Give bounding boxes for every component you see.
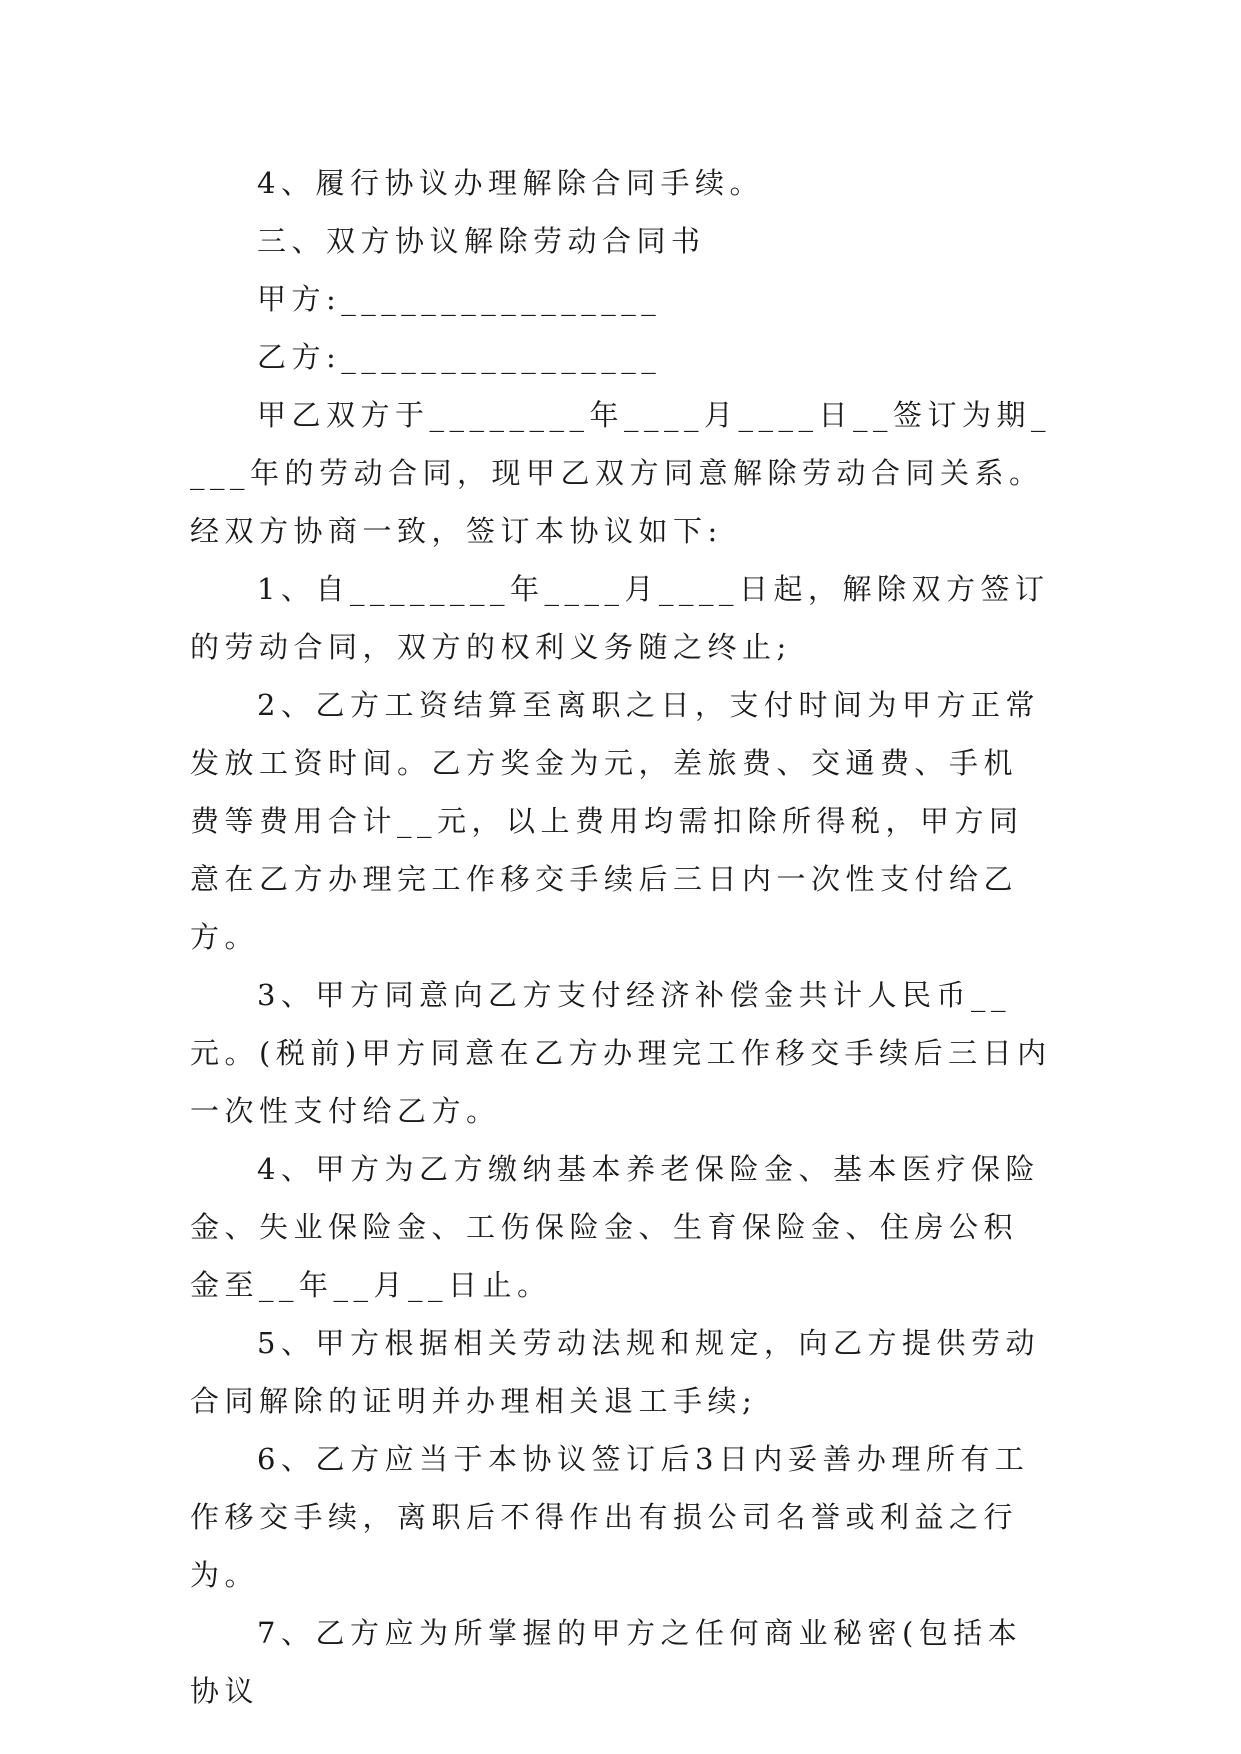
agreement-clause-3: 3、甲方同意向乙方支付经济补偿金共计人民币__元。(税前)甲方同意在乙方办理完工作移交手续后三日内一次性支付给乙方。 [190,978,1052,1128]
clause-4-fulfill-procedures: 4、履行协议办理解除合同手续。 [257,166,764,200]
section-heading-3: 三、双方协议解除劳动合同书 [257,224,706,258]
agreement-clause-6: 6、乙方应当于本协议签订后3日内妥善办理所有工作移交手续，离职后不得作出有损公司名誉或利益之行为。 [190,1442,1030,1592]
party-b-field: 乙方:________________ [257,340,662,374]
agreement-clause-4: 4、甲方为乙方缴纳基本养老保险金、基本医疗保险金、失业保险金、工伤保险金、生育保险金、住房公积金至__年__月__日止。 [190,1152,1040,1302]
agreement-clause-7: 7、乙方应为所掌握的甲方之任何商业秘密(包括本协议 [190,1616,1023,1708]
agreement-intro-paragraph: 甲乙双方于________年____月____日__签订为期____年的劳动合同，现甲乙双方同意解除劳动合同关系。经双方协商一致，签订本协议如下: [190,398,1052,548]
agreement-clause-2: 2、乙方工资结算至离职之日，支付时间为甲方正常发放工资时间。乙方奖金为元，差旅费、交通费、手机费等费用合计__元，以上费用均需扣除所得税，甲方同意在乙方办理完工作移交手续后三日内一次性支付给乙方。 [190,688,1040,954]
party-a-field: 甲方:________________ [257,282,662,316]
document-body [190,154,1052,1720]
agreement-clause-1: 1、自________年____月____日起，解除双方签订的劳动合同，双方的权利义务随之终止; [190,572,1050,664]
agreement-clause-5: 5、甲方根据相关劳动法规和规定，向乙方提供劳动合同解除的证明并办理相关退工手续; [190,1326,1040,1418]
